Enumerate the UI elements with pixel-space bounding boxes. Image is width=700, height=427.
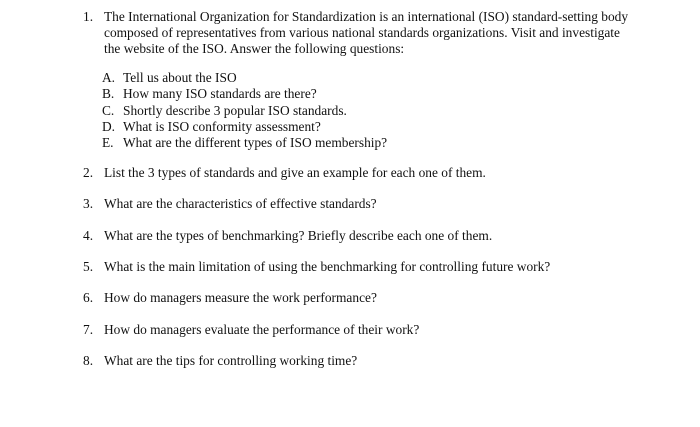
question-number: 3. — [83, 196, 94, 211]
question-number: 1. — [83, 9, 94, 24]
question-text: What are the tips for controlling working time? — [104, 353, 358, 368]
question-text: How do managers measure the work performance? — [104, 290, 377, 305]
question-number: 6. — [83, 290, 94, 305]
subquestion-text: Tell us about the ISO — [123, 70, 237, 85]
subquestion-letter: E. — [102, 135, 114, 151]
subquestion-letter: D. — [102, 118, 116, 134]
question-text: What is the main limitation of using the benchmarking for controlling future work? — [104, 259, 551, 274]
question-text: List the 3 types of standards and give an example for each one of them. — [104, 165, 486, 180]
subquestion-letter: B. — [102, 86, 115, 102]
question-text: What are the characteristics of effective standards? — [104, 196, 377, 211]
question-number: 8. — [83, 353, 94, 368]
subquestion-text: What is ISO conformity assessment? — [123, 118, 321, 134]
question-number: 2. — [83, 165, 94, 180]
question-number: 4. — [83, 228, 94, 243]
question-number: 7. — [83, 322, 94, 337]
subquestion-text: What are the different types of ISO membership? — [123, 135, 388, 151]
subquestion-letter: A. — [102, 70, 116, 85]
subquestion-letter: C. — [102, 102, 115, 118]
question-number: 5. — [83, 259, 94, 274]
question-text: The International Organization for Standardization is an international (ISO) standard-setting body composed of representatives from various national standards organizations. Visit and investigate the website of the ISO. Answer the following questions: — [104, 9, 629, 56]
subquestion-text: Shortly describe 3 popular ISO standards. — [123, 102, 347, 118]
subquestion-text: How many ISO standards are there? — [123, 86, 317, 102]
question-text: What are the types of benchmarking? Briefly describe each one of them. — [104, 228, 493, 243]
question-text: How do managers evaluate the performance of their work? — [104, 322, 420, 337]
